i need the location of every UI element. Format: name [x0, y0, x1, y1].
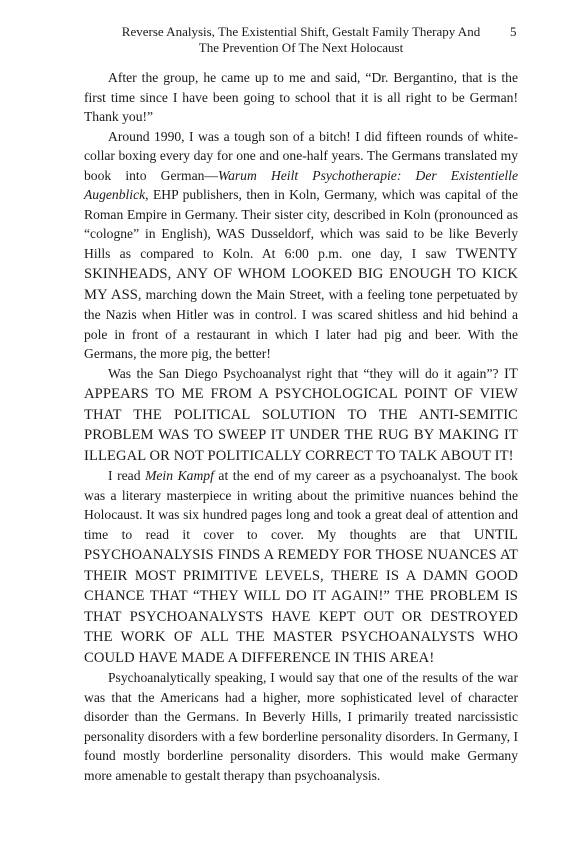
paragraph-4-caps: UNTIL PSYCHOANALYSIS FINDS A REMEDY FOR THOSE NUANCES AT THEIR MOST PRIMITIVE LEVELS, THERE IS A DAMN GOOD CHANCE THAT “THEY WILL DO IT AGAIN!” THE PROBLEM IS THAT PSYCHOANALYSTS HAVE KEPT OUT OR DESTROYED THE WORK OF ALL THE MASTER PSYCHOANALYSTS WHO COULD HAVE MADE A DIFFERENCE IN THIS AREA!: [84, 526, 518, 666]
book-title-german: Warum Heilt Psychotherapie: Der Existentielle Augenblick: [84, 167, 518, 202]
header-title-line-2: The Prevention Of The Next Holocaust: [198, 40, 404, 55]
running-header: [84, 24, 518, 56]
paragraph-3: [84, 364, 518, 467]
paragraph-4: [84, 466, 518, 668]
paragraph-5: Psychoanalytically speaking, I would say that one of the results of the war was that the Americans had a higher, more sophisticated level of character disorder than the Germans. In Beverly Hills, I primarily treated narcissistic personality disorders with a few borderline personality disorders. In Germany, I found mostly borderline personality disorders. This would make Germany more amenable to gestalt therapy than psychoanalysis.: [84, 670, 518, 783]
paragraph-3-text-a: Was the San Diego Psychoanalyst right that “they will do it again”?: [108, 365, 505, 381]
paragraph-4-text-b: at the end of my career as a psychoanalyst. The book was a literary masterpiece in writing about the primitive nuances behind the Holocaust. It was six hundred pages long and took a great deal of attention and time to read it cover to cover. My thoughts are that: [84, 468, 518, 542]
paragraph-2-text-a: Around 1990, I was a tough son of a bitch! I did fifteen rounds of white-collar boxing every day for one and one-half years. The Germans translated my book into German—: [84, 128, 518, 183]
page-number: 5: [510, 24, 517, 39]
paragraph-1: After the group, he came up to me and said, “Dr. Bergantino, that is the first time since I have been going to school that it is all right to be German! Thank you!”: [84, 70, 518, 124]
paragraph-2-text-b: , EHP publishers, then in Koln, Germany, which was capital of the Roman Empire in Germany. Their sister city, described in Koln (pronounced as “cologne” in English), WAS Dusseldorf, which was said to be like Beverly Hills as compared to Koln. At 6:00 p.m. one day, I saw: [84, 187, 518, 261]
paragraph-3-caps: IT APPEARS TO ME FROM A PSYCHOLOGICAL POINT OF VIEW THAT THE POLITICAL SOLUTION TO THE ANTI-SEMITIC PROBLEM WAS TO SWEEP IT UNDER THE RUG BY MAKING IT ILLEGAL OR NOT POLITICALLY CORRECT TO TALK ABOUT IT!: [84, 365, 518, 464]
paragraph-2: [84, 127, 518, 364]
body-text: [84, 68, 518, 785]
paragraph-4-text-a: I read: [108, 468, 146, 483]
paragraph-2-caps: TWENTY SKINHEADS, ANY OF WHOM LOOKED BIG ENOUGH TO KICK MY ASS: [84, 245, 518, 303]
paragraph-2-text-c: , marching down the Main Street, with a feeling tone perpetuated by the Nazis when Hitler was in control. I was scared shitless and hid behind a pole in front of a restaurant in which I later had pig and beer. With the Germans, the more pig, the better!: [84, 286, 518, 361]
book-title-mein-kampf: Mein Kampf: [145, 468, 214, 483]
header-title-line-1: Reverse Analysis, The Existential Shift, Gestalt Family Therapy And: [121, 24, 481, 39]
